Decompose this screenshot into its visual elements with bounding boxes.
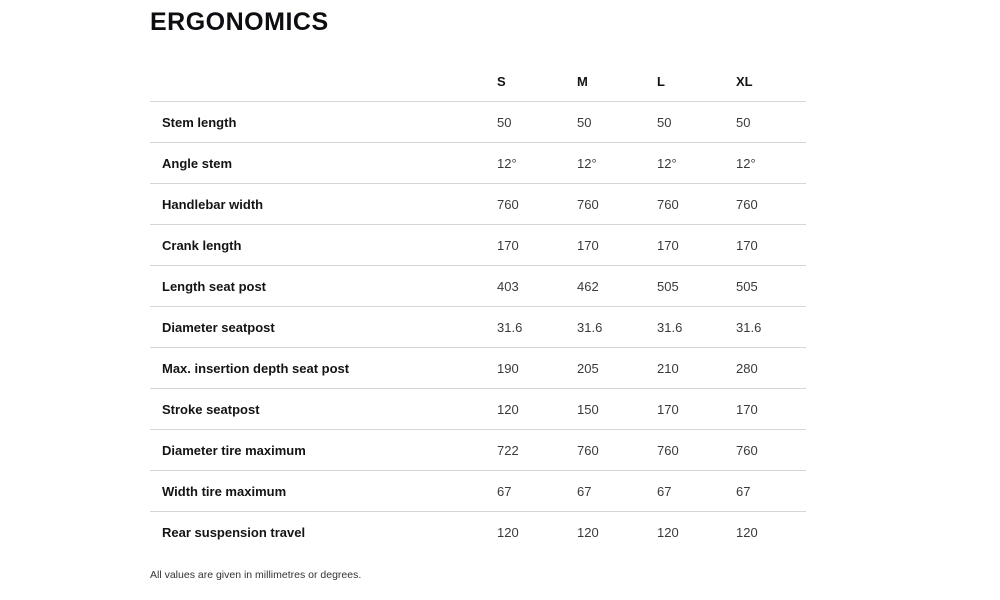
table-row — [150, 266, 806, 307]
table-row — [150, 348, 806, 389]
value-cell-m: 760 — [577, 442, 599, 458]
value-cell-l: 12° — [657, 155, 677, 171]
row-label: Diameter seatpost — [162, 319, 275, 335]
value-cell-m: 205 — [577, 360, 599, 376]
table-row — [150, 471, 806, 512]
value-cell-m: 31.6 — [577, 319, 603, 335]
value-cell-l: 760 — [657, 442, 679, 458]
value-cell-l: 760 — [657, 196, 679, 212]
row-label: Rear suspension travel — [162, 525, 306, 540]
value-cell-l: 120 — [657, 525, 679, 540]
value-cell-s: 120 — [497, 401, 519, 417]
row-label: Max. insertion depth seat post — [162, 360, 350, 376]
value-cell-xl: 12° — [736, 155, 756, 171]
footnote: All values are given in millimetres or degrees. — [150, 569, 362, 581]
column-header-s: S — [497, 73, 506, 89]
value-cell-m: 462 — [577, 278, 599, 294]
value-cell-s: 722 — [497, 442, 519, 458]
value-cell-m: 760 — [577, 196, 599, 212]
value-cell-m: 150 — [577, 401, 599, 417]
value-cell-l: 31.6 — [657, 319, 683, 335]
value-cell-m: 170 — [577, 237, 599, 253]
table-row — [150, 225, 806, 266]
table-body — [150, 102, 806, 553]
ergonomics-section — [150, 8, 806, 581]
row-label: Diameter tire maximum — [162, 442, 306, 458]
section-title: ERGONOMICS — [150, 8, 329, 36]
value-cell-s: 170 — [497, 237, 519, 253]
value-cell-s: 120 — [497, 525, 519, 540]
table-row — [150, 389, 806, 430]
table-row — [150, 512, 806, 553]
value-cell-xl: 67 — [736, 483, 751, 499]
value-cell-s: 12° — [497, 155, 517, 171]
table-row — [150, 143, 806, 184]
row-label: Handlebar width — [162, 196, 264, 212]
column-header-xl: XL — [736, 73, 753, 89]
value-cell-xl: 280 — [736, 360, 758, 376]
value-cell-l: 50 — [657, 114, 672, 130]
value-cell-l: 210 — [657, 360, 679, 376]
value-cell-l: 170 — [657, 237, 679, 253]
row-label: Length seat post — [162, 278, 267, 294]
value-cell-m: 120 — [577, 525, 599, 540]
value-cell-s: 403 — [497, 278, 519, 294]
value-cell-xl: 760 — [736, 196, 758, 212]
table-row — [150, 102, 806, 143]
table-header-row — [150, 61, 806, 102]
row-label: Stroke seatpost — [162, 401, 260, 417]
value-cell-m: 12° — [577, 155, 597, 171]
value-cell-s: 31.6 — [497, 319, 523, 335]
value-cell-l: 67 — [657, 483, 672, 499]
value-cell-xl: 170 — [736, 401, 758, 417]
value-cell-xl: 170 — [736, 237, 758, 253]
value-cell-xl: 50 — [736, 114, 751, 130]
value-cell-s: 190 — [497, 360, 519, 376]
value-cell-xl: 505 — [736, 278, 758, 294]
row-label: Width tire maximum — [162, 483, 287, 499]
column-header-m: M — [577, 73, 588, 89]
row-label: Angle stem — [162, 155, 233, 171]
value-cell-l: 170 — [657, 401, 679, 417]
value-cell-s: 760 — [497, 196, 519, 212]
value-cell-xl: 31.6 — [736, 319, 762, 335]
table-row — [150, 430, 806, 471]
value-cell-m: 50 — [577, 114, 592, 130]
value-cell-xl: 760 — [736, 442, 758, 458]
value-cell-m: 67 — [577, 483, 592, 499]
value-cell-l: 505 — [657, 278, 679, 294]
row-label: Stem length — [162, 114, 237, 130]
value-cell-xl: 120 — [736, 525, 758, 540]
table-row — [150, 184, 806, 225]
value-cell-s: 50 — [497, 114, 512, 130]
column-header-l: L — [657, 73, 665, 89]
row-label: Crank length — [162, 237, 242, 253]
value-cell-s: 67 — [497, 483, 512, 499]
ergonomics-table — [150, 61, 806, 553]
table-row — [150, 307, 806, 348]
